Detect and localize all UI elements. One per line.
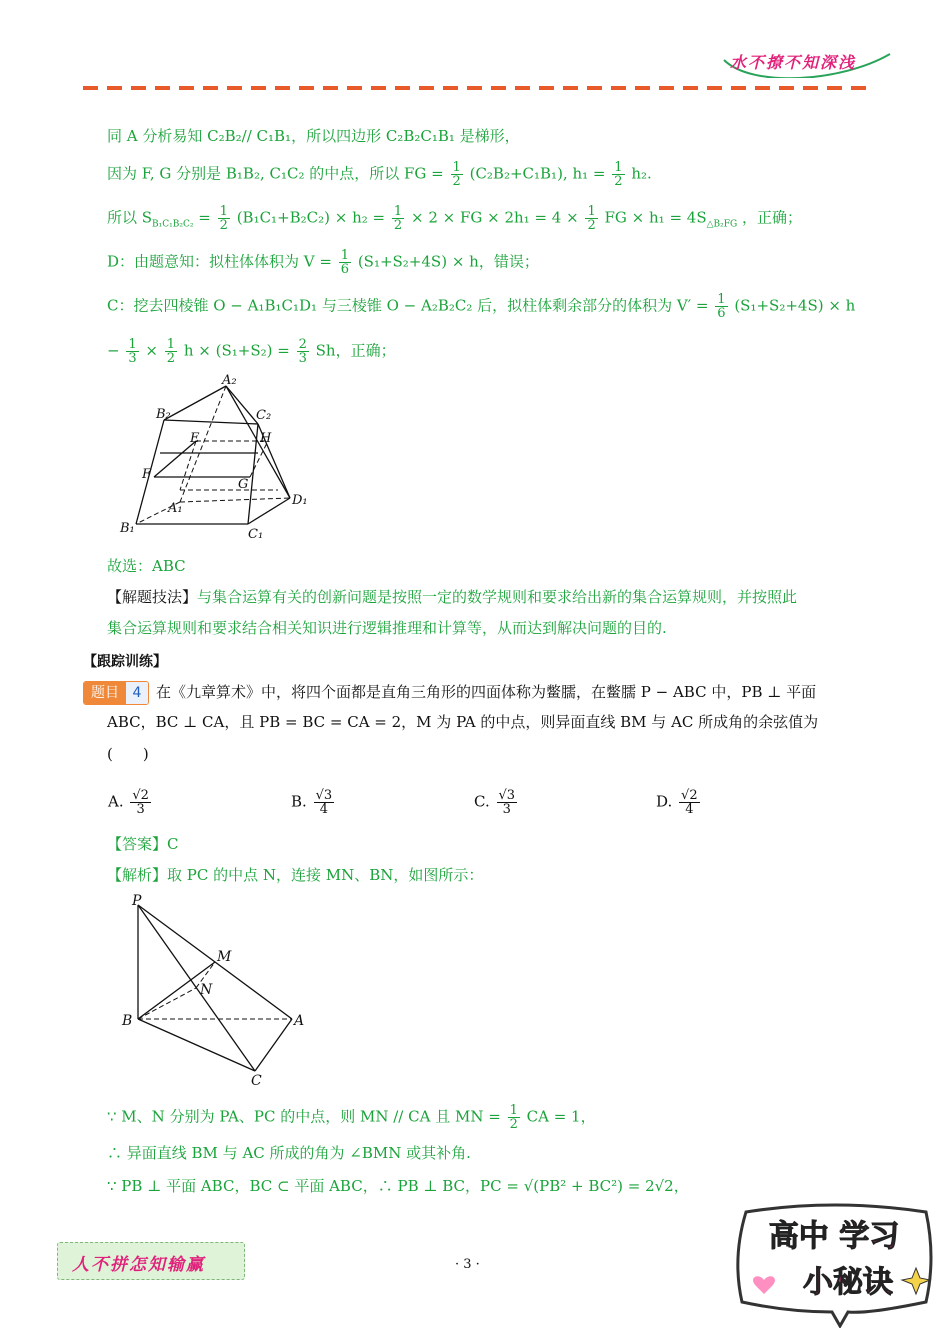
- analysis-line-1: 【解析】取 PC 的中点 N，连接 MN、BN，如图所示：: [107, 866, 484, 884]
- header-divider: [83, 86, 873, 90]
- section-title: 【跟踪训练】: [83, 654, 167, 670]
- choice-line: 故选：ABC: [107, 557, 186, 575]
- option-d: D. $\frac{√2}{4}$: [656, 788, 698, 817]
- label-M: M: [217, 949, 232, 965]
- option-c: C. $\frac{√3}{3}$: [474, 788, 516, 817]
- label-F: F: [142, 467, 152, 482]
- footer-motto-box: [57, 1242, 245, 1280]
- question-line-3: ( ): [107, 745, 149, 763]
- question-line-1: 在《九章算术》中，将四个面都是直角三角形的四面体称为鳖臑，在鳖臑 P − ABC 中，PB ⊥ 平面: [156, 683, 817, 701]
- question-badge: 题目 4: [83, 681, 149, 705]
- prismatoid-figure: [118, 372, 328, 547]
- solution-line-1: 同 A 分析易知 C₂B₂// C₁B₁，所以四边形 C₂B₂C₁B₁ 是梯形，: [107, 127, 520, 145]
- label-D1: D₁: [292, 493, 308, 508]
- label-C2: C₂: [256, 408, 272, 423]
- option-a: A. $\frac{√2}{3}$: [108, 788, 149, 817]
- label-E: E: [190, 431, 200, 446]
- technique-line-1: 【解题技法】与集合运算有关的创新问题是按照一定的数学规则和要求给出新的集合运算规则，并按照此: [107, 588, 798, 606]
- sticker-line-2: 小秘诀: [803, 1265, 893, 1300]
- label-C: C: [251, 1073, 262, 1089]
- label-G: G: [238, 477, 249, 492]
- label-A: A: [294, 1013, 305, 1029]
- solution-line-2: 因为 F, G 分别是 B₁B₂, C₁C₂ 的中点，所以 FG = $\frac{1}{2}$ (C₂B₂+C₁B₁), h₁ = $\frac{1}{2}$ h₂.: [107, 160, 652, 189]
- label-B: B: [122, 1013, 133, 1029]
- label-P: P: [132, 893, 142, 909]
- tetrahedron-figure: [120, 893, 320, 1089]
- solution-line-4: D：由题意知：拟柱体体积为 V = $\frac{1}{6}$ (S₁+S₂+4S) × h，错误；: [107, 248, 539, 277]
- solution-line-6: − $\frac{1}{3}$ × $\frac{1}{2}$ h × (S₁+S₂) = $\frac{2}{3}$ Sh，正确；: [107, 337, 396, 366]
- sticker-line-1: 高中 学习: [768, 1219, 900, 1254]
- analysis-line-4: ∵ PB ⊥ 平面 ABC，BC ⊂ 平面 ABC，∴ PB ⊥ BC，PC = √(PB² + BC²) = 2√2，: [107, 1177, 689, 1195]
- analysis-line-2: ∵ M、N 分别为 PA、PC 的中点，则 MN // CA 且 MN = $\frac{1}{2}$ CA = 1，: [107, 1103, 596, 1132]
- option-b: B. $\frac{√3}{4}$: [291, 788, 333, 817]
- technique-line-2: 集合运算规则和要求结合相关知识进行逻辑推理和计算等，从而达到解决问题的目的.: [107, 619, 667, 637]
- label-C1: C₁: [248, 527, 264, 542]
- solution-line-3: 所以 $S_{B_1C_1B_2C_2}$ = $\frac{1}{2}$ (B₁C₁+B₂C₂) × h₂ = $\frac{1}{2}$ × 2 × FG × 2h₁ = 4 × $\frac{1}{2}$ FG × $h_1 = 4S_{\triangle B_2FG}$ ，正确；: [107, 204, 802, 233]
- study-tips-sticker: [728, 1198, 940, 1328]
- page-number: · 3 ·: [455, 1257, 480, 1272]
- analysis-line-3: ∴ 异面直线 BM 与 AC 所成的角为 ∠BMN 或其补角.: [107, 1144, 471, 1162]
- header-motto: 水不撩不知深浅: [730, 53, 857, 72]
- label-N: N: [200, 982, 213, 998]
- solution-line-5: C：挖去四棱锥 O − A₁B₁C₁D₁ 与三棱锥 O − A₂B₂C₂ 后，拟柱体剩余部分的体积为 V′ = $\frac{1}{6}$ (S₁+S₂+4S) × h: [107, 292, 856, 321]
- footer-motto: 人不拼怎知输赢: [72, 1255, 205, 1275]
- label-B2: B₂: [156, 407, 171, 422]
- label-H: H: [260, 431, 272, 446]
- label-A1: A₁: [168, 501, 183, 516]
- question-line-2: ABC，BC ⊥ CA，且 PB = BC = CA = 2，M 为 PA 的中点，则异面直线 BM 与 AC 所成角的余弦值为: [107, 713, 819, 731]
- answer-line: 【答案】C: [107, 835, 179, 853]
- label-A2: A₂: [222, 373, 237, 388]
- label-B1: B₁: [120, 521, 135, 536]
